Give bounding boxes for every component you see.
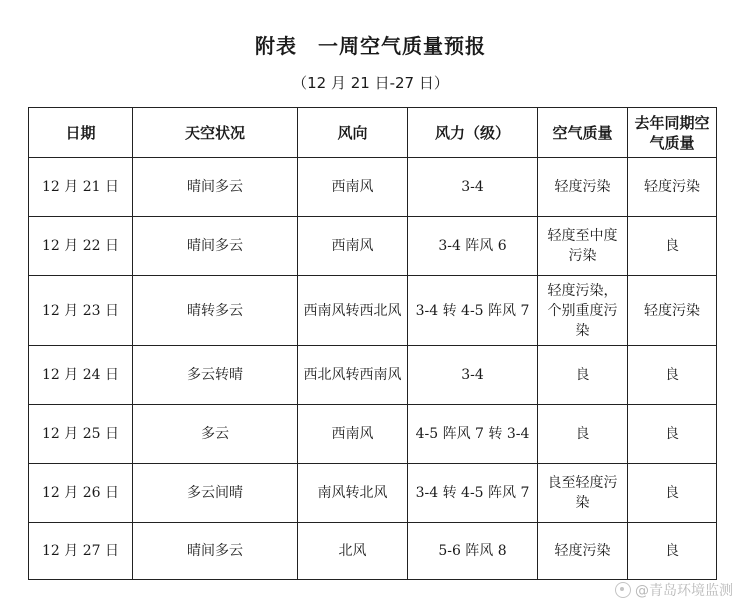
cell-date: 12 月 27 日 <box>29 523 133 580</box>
cell-date: 12 月 23 日 <box>29 276 133 346</box>
cell-date: 12 月 24 日 <box>29 346 133 405</box>
cell-last-year: 良 <box>628 405 717 464</box>
page-subtitle: （12 月 21 日-27 日） <box>292 74 449 92</box>
cell-wind-direction: 北风 <box>298 523 408 580</box>
cell-last-year: 良 <box>628 346 717 405</box>
forecast-table <box>28 107 717 580</box>
table-row <box>29 464 717 523</box>
cell-air-quality: 良 <box>538 346 628 405</box>
cell-air-quality: 良至轻度污染 <box>538 464 628 523</box>
watermark <box>615 580 733 600</box>
header-air-quality: 空气质量 <box>538 108 628 158</box>
cell-wind-force: 3-4 <box>408 346 538 405</box>
cell-sky: 晴转多云 <box>133 276 298 346</box>
table-row <box>29 276 717 346</box>
cell-wind-direction: 西南风 <box>298 158 408 217</box>
cell-air-quality: 轻度至中度污染 <box>538 217 628 276</box>
table-row <box>29 405 717 464</box>
table-header-row <box>29 108 717 158</box>
cell-wind-force: 5-6 阵风 8 <box>408 523 538 580</box>
cell-wind-direction: 西南风转西北风 <box>298 276 408 346</box>
cell-last-year: 良 <box>628 523 717 580</box>
cell-sky: 多云间晴 <box>133 464 298 523</box>
cell-air-quality: 轻度污染，个别重度污染 <box>538 276 628 346</box>
cell-last-year: 轻度污染 <box>628 158 717 217</box>
header-last-year-air-quality: 去年同期空气质量 <box>628 108 717 158</box>
cell-sky: 多云 <box>133 405 298 464</box>
page-title: 附表 一周空气质量预报 <box>255 34 486 58</box>
header-wind-force: 风力（级） <box>408 108 538 158</box>
cell-air-quality: 良 <box>538 405 628 464</box>
cell-wind-direction: 西南风 <box>298 405 408 464</box>
cell-date: 12 月 25 日 <box>29 405 133 464</box>
cell-sky: 晴间多云 <box>133 158 298 217</box>
cell-date: 12 月 22 日 <box>29 217 133 276</box>
cell-sky: 晴间多云 <box>133 523 298 580</box>
cell-wind-force: 3-4 阵风 6 <box>408 217 538 276</box>
header-date: 日期 <box>29 108 133 158</box>
header-wind-direction: 风向 <box>298 108 408 158</box>
cell-wind-force: 3-4 转 4-5 阵风 7 <box>408 464 538 523</box>
table-row <box>29 346 717 405</box>
cell-date: 12 月 21 日 <box>29 158 133 217</box>
cell-last-year: 良 <box>628 217 717 276</box>
table-row <box>29 217 717 276</box>
cell-wind-force: 3-4 转 4-5 阵风 7 <box>408 276 538 346</box>
header-sky: 天空状况 <box>133 108 298 158</box>
cell-date: 12 月 26 日 <box>29 464 133 523</box>
cell-last-year: 轻度污染 <box>628 276 717 346</box>
table-row <box>29 523 717 580</box>
cell-last-year: 良 <box>628 464 717 523</box>
cell-air-quality: 轻度污染 <box>538 158 628 217</box>
cell-wind-force: 4-5 阵风 7 转 3-4 <box>408 405 538 464</box>
cell-air-quality: 轻度污染 <box>538 523 628 580</box>
weibo-icon <box>615 582 631 598</box>
cell-wind-force: 3-4 <box>408 158 538 217</box>
cell-sky: 晴间多云 <box>133 217 298 276</box>
table-row <box>29 158 717 217</box>
cell-sky: 多云转晴 <box>133 346 298 405</box>
cell-wind-direction: 西北风转西南风 <box>298 346 408 405</box>
watermark-text: @青岛环境监测 <box>635 583 733 599</box>
cell-wind-direction: 西南风 <box>298 217 408 276</box>
cell-wind-direction: 南风转北风 <box>298 464 408 523</box>
